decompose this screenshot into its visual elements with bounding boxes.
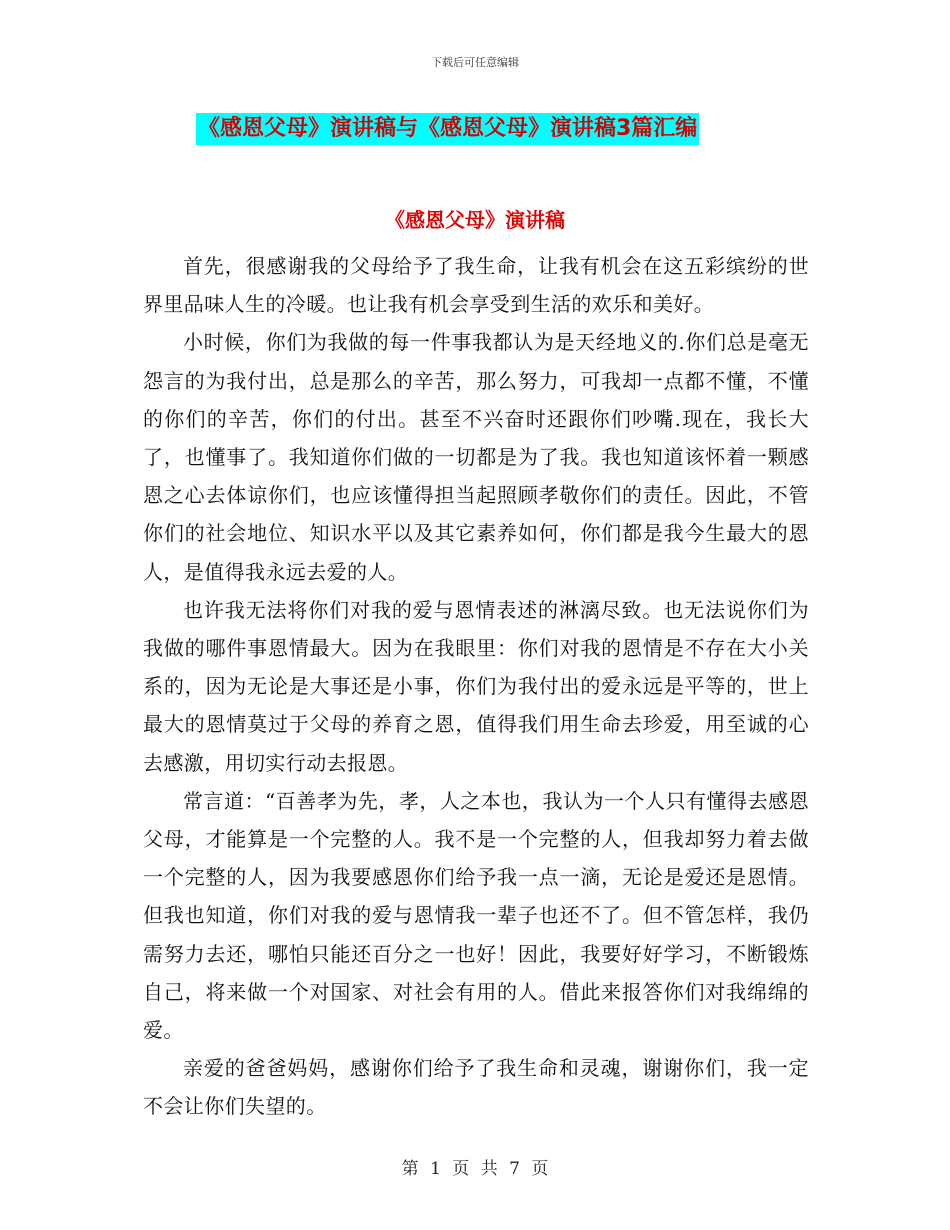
document-body <box>143 247 809 1126</box>
paragraph-5: 亲爱的爸爸妈妈，感谢你们给予了我生命和灵魂，谢谢你们，我一定不会让你们失望的。 <box>143 1056 809 1119</box>
section-title: 《感恩父母》演讲稿 <box>385 208 565 232</box>
paragraph-1: 首先，很感谢我的父母给予了我生命，让我有机会在这五彩缤纷的世界里品味人生的冷暖。也让我有机会享受到生活的欢乐和美好。 <box>143 254 809 317</box>
paragraph-4: 常言道：“百善孝为先，孝，人之本也，我认为一个人只有懂得去感恩父母，才能算是一个完整的人。我不是一个完整的人，但我却努力着去做一个完整的人，因为我要感恩你们给予我一点一滴，无论是爱还是恩情。但我也知道，你们对我的爱与恩情我一辈子也还不了。但不管怎样，我仍需努力去还，哪怕只能还百分之一也好！因此，我要好好学习，不断锻炼自己，将来做一个对国家、对社会有用的人。借此来报答你们对我绵绵的爱。 <box>143 788 809 1043</box>
paragraph-2: 小时候，你们为我做的每一件事我都认为是天经地义的.你们总是毫无怨言的为我付出，总是那么的辛苦，那么努力，可我却一点都不懂，不懂的你们的辛苦，你们的付出。甚至不兴奋时还跟你们吵嘴.现在，我长大了，也懂事了。我知道你们做的一切都是为了我。我也知道该怀着一颗感恩之心去体谅你们，也应该懂得担当起照顾孝敬你们的责任。因此，不管你们的社会地位、知识水平以及其它素养如何，你们都是我今生最大的恩人，是值得我永远去爱的人。 <box>143 330 809 584</box>
document-title: 《感恩父母》演讲稿与《感恩父母》演讲稿3篇汇编 <box>196 113 699 145</box>
paragraph-3: 也许我无法将你们对我的爱与恩情表述的淋漓尽致。也无法说你们为我做的哪件事恩情最大。因为在我眼里：你们对我的恩情是不存在大小关系的，因为无论是大事还是小事，你们为我付出的爱永远是平等的，世上最大的恩情莫过于父母的养育之恩，值得我们用生命去珍爱，用至诚的心去感激，用切实行动去报恩。 <box>143 597 809 775</box>
page-number-footer: 第 1 页 共 7 页 <box>401 1159 549 1179</box>
header-note: 下载后可任意编辑 <box>431 56 519 69</box>
